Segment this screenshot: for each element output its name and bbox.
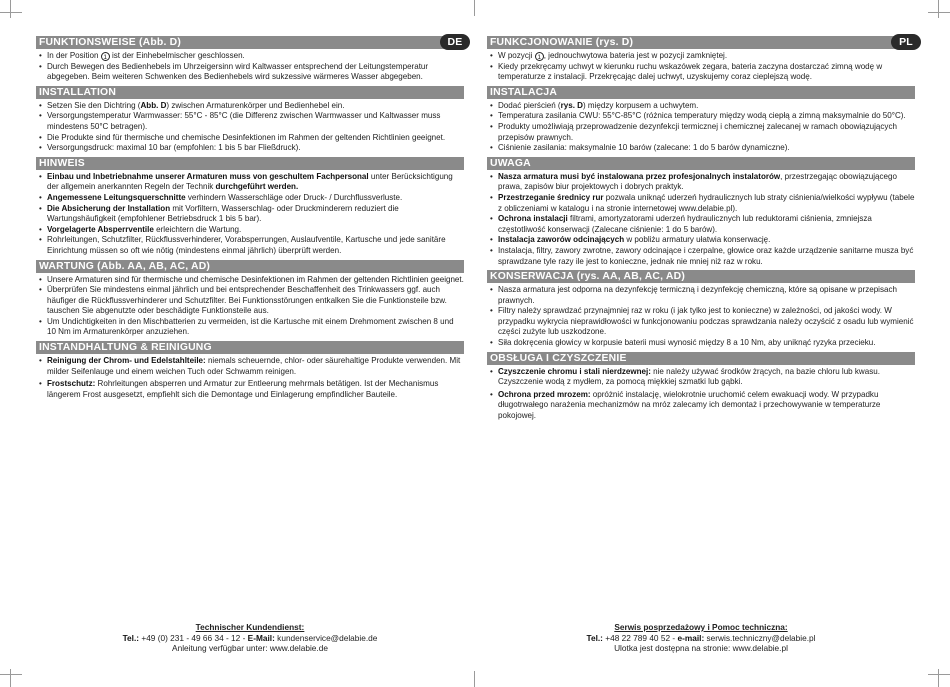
list-item: • Reinigung der Chrom- und Edelstahlteile: niemals scheuernde, chlor- oder säurehaltige Produkte verwenden. Mit milder Seifenlauge und einem weichen Tuch oder Schwamm reinigen. — [36, 356, 464, 377]
footer-title: Serwis posprzedażowy i Pomoc techniczna: — [614, 622, 788, 632]
list-item: • Filtry należy sprawdzać przynajmniej raz w roku (i jak tylko jest to konieczne) w zależności, od jakości wody. W przypadku wykrycia nieprawidłowości w funkcjonowaniu podczas sprawdzania należy oczyścić z osadu lub wymienić części zużyte lub uszkodzone. — [487, 306, 915, 338]
section-title: INSTALACJA — [490, 86, 558, 98]
list-item: • Durch Bewegen des Bedienhebels im Uhrzeigersinn wird Kaltwasser entsprechend der Leitungstemperatur abgegeben. Beim weiteren Schwenken des Bedienhebels wird sukzessive wärmeres Wasser abgegeben. — [36, 62, 464, 83]
installation-list — [487, 101, 915, 154]
list-item: • Vorgelagerte Absperrventile erleichtern die Wartung. — [36, 225, 464, 236]
section-header-function — [487, 36, 915, 49]
list-item: • Ciśnienie zasilania: maksymalnie 10 barów (zalecane: 1 do 5 barów dynamiczne). — [487, 143, 915, 154]
section-header-installation — [487, 86, 915, 99]
section-title: OBSŁUGA I CZYSZCZENIE — [490, 352, 627, 364]
section-title: FUNKCJONOWANIE (rys. D) — [490, 37, 634, 48]
language-badge-de: DE — [440, 34, 470, 50]
section-header-cleaning — [487, 352, 915, 365]
crop-mark — [928, 674, 950, 675]
maintenance-list — [487, 285, 915, 349]
list-item: • Angemessene Leitungsquerschnitte verhindern Wasserschläge oder Druck- / Durchflussverluste. — [36, 193, 464, 204]
section-header-installation — [36, 86, 464, 99]
list-item: • Versorgungstemperatur Warmwasser: 55°C - 85°C (die Differenz zwischen Warmwasser und Kaltwasser muss mindestens 50°C betragen). — [36, 111, 464, 132]
list-item: • Rohrleitungen, Schutzfilter, Rückflussverhinderer, Vorabsperrungen, Auslaufventile, Kartusche und jede sanitäre Einrichtung müssen so oft wie nötig (mindestens einmal jährlich) überprüft werden. — [36, 235, 464, 256]
section-title: KONSERWACJA (rys. AA, AB, AC, AD) — [490, 271, 685, 283]
section-title: FUNKTIONSWEISE (Abb. D) — [39, 37, 181, 48]
list-item: • Instalacja, filtry, zawory zwrotne, zawory odcinające i czerpalne, głowice oraz każde urządzenie sanitarne musza być sprawdzane tyle razy ile jest to konieczne, jednak nie mniej niż raz w roku. — [487, 246, 915, 267]
list-item: • Nasza armatura musi być instalowana przez profesjonalnych instalatorów, przestrzegając obowiązującego prawa, zapisów biur projektowych i dobrych praktyk. — [487, 172, 915, 193]
german-column — [36, 36, 464, 402]
list-item: • Produkty umożliwiają przeprowadzenie dezynfekcji termicznej i chemicznej zalecanej w ramach obowiązujących przepisów prawnych. — [487, 122, 915, 143]
list-item: • Temperatura zasilania CWU: 55°C-85°C (różnica temperatury między wodą ciepłą a zimną maksymalnie do 50°C). — [487, 111, 915, 122]
list-item: • Nasza armatura jest odporna na dezynfekcję termiczną i dezynfekcję chemiczną, które są opisane w przepisach prawnych. — [487, 285, 915, 306]
list-item: • Unsere Armaturen sind für thermische und chemische Desinfektionen im Rahmen der geltenden Richtlinien geeignet. — [36, 275, 464, 286]
cleaning-list — [36, 356, 464, 400]
footer-website-line[interactable]: Ulotka jest dostępna na stronie: www.delabie.pl — [614, 643, 788, 654]
polish-column — [487, 36, 915, 424]
footer-contact-pl — [487, 622, 915, 654]
crop-mark — [0, 12, 22, 13]
section-title: UWAGA — [490, 157, 531, 169]
list-item: • Dodać pierścień (rys. D) między korpusem a uchwytem. — [487, 101, 915, 112]
section-header-maintenance — [487, 270, 915, 283]
list-item: • Frostschutz: Rohrleitungen absperren und Armatur zur Entleerung mehrmals betätigen. Ist der Mechanismus längerem Frost ausgesetzt, empfiehlt sich die Demontage und Einlagerung empfindlicher Bauteile. — [36, 379, 464, 400]
footer-contact-line: Tel.: +49 (0) 231 - 49 66 34 - 12 - E-Mail: kundenservice@delabie.de — [122, 632, 378, 643]
section-title: INSTANDHALTUNG & REINIGUNG — [39, 342, 212, 354]
maintenance-list — [36, 275, 464, 339]
footer-contact-de — [36, 622, 464, 654]
list-item: • Czyszczenie chromu i stali nierdzewnej: nie należy używać środków żrących, na bazie chloru lub kwasu. Czyszczenie wodą z mydłem, za pomocą miękkiej szmatki lub gąbki. — [487, 367, 915, 388]
list-item: • Przestrzeganie średnicy rur pozwala uniknąć uderzeń hydraulicznych lub straty ciśnienia/wielkości wypływu (tabele z obliczeniami w katalogu i na stronie internetowej www.delabie.pl). — [487, 193, 915, 214]
function-list — [36, 51, 464, 83]
list-item: • Ochrona instalacji filtrami, amortyzatorami uderzeń hydraulicznych lub reduktorami ciśnienia, zmniejsza częstotliwość konserwacji (Zalecane ciśnienie: 1 do 5 barów). — [487, 214, 915, 235]
footer-title: Technischer Kundendienst: — [195, 622, 305, 632]
notice-list — [36, 172, 464, 257]
language-badge-pl: PL — [891, 34, 921, 50]
email-link[interactable]: kundenservice@delabie.de — [274, 632, 378, 643]
position-number-icon: 1 — [101, 52, 110, 61]
list-item: • Die Absicherung der Installation mit Vorfiltern, Wasserschlag- oder Druckminderern reduziert die Wartungshäufigkeit (empfohlener Betriebsdruck 1 bis 5 bar). — [36, 204, 464, 225]
crop-mark — [10, 669, 11, 687]
installation-list — [36, 101, 464, 154]
section-header-notice — [487, 157, 915, 170]
list-item: • Versorgungsdruck: maximal 10 bar (empfohlen: 1 bis 5 bar Fließdruck). — [36, 143, 464, 154]
section-header-maintenance — [36, 260, 464, 273]
list-item: • Überprüfen Sie mindestens einmal jährlich und bei entsprechender Beschaffenheit des Trinkwassers ggf. auch häufiger die Rückflussverhinderer und Schutzfilter. Bei Funktionsstörungen entkalken Sie die Funktionsteile bzw. tauschen Sie abgenutzte oder beschädigte Funktionsteile aus. — [36, 285, 464, 317]
list-item: • W pozycji 1 , jednouchwytowa bateria jest w pozycji zamkniętej. — [487, 51, 915, 62]
list-item: • Die Produkte sind für thermische und chemische Desinfektionen im Rahmen der geltenden Richtlinien geeignet. — [36, 133, 464, 144]
section-title: WARTUNG (Abb. AA, AB, AC, AD) — [39, 260, 211, 272]
notice-list — [487, 172, 915, 267]
list-item: • Instalacja zaworów odcinających w pobliżu armatury ułatwia konserwację. — [487, 235, 915, 246]
crop-mark — [474, 671, 475, 687]
section-title: INSTALLATION — [39, 86, 117, 98]
footer-contact-line: Tel.: +48 22 789 40 52 - e-mail: serwis.techniczny@delabie.pl — [586, 632, 816, 643]
function-list — [487, 51, 915, 83]
list-item: • Um Undichtigkeiten in den Mischbatterien zu vermeiden, ist die Kartusche mit einem Drehmoment zwischen 8 und 10 Nm im Armaturenkörper anzuziehen. — [36, 317, 464, 338]
crop-mark — [0, 674, 22, 675]
crop-mark — [928, 12, 950, 13]
crop-mark — [938, 669, 939, 687]
section-title: HINWEIS — [39, 157, 85, 169]
list-item: • In der Position 1 ist der Einhebelmischer geschlossen. — [36, 51, 464, 62]
crop-mark — [10, 0, 11, 18]
list-item: • Setzen Sie den Dichtring (Abb. D) zwischen Armaturenkörper und Bedienhebel ein. — [36, 101, 464, 112]
footer-website-line[interactable]: Anleitung verfügbar unter: www.delabie.de — [172, 643, 328, 654]
list-item: • Einbau und Inbetriebnahme unserer Armaturen muss von geschultem Fachpersonal unter Berücksichtigung der allgemein anerkannten Regeln der Technik durchgeführt werden. — [36, 172, 464, 193]
crop-mark — [474, 0, 475, 16]
section-header-function — [36, 36, 464, 49]
position-number-icon: 1 — [535, 52, 544, 61]
crop-mark — [938, 0, 939, 18]
list-item: • Ochrona przed mrozem: opróżnić instalację, wielokrotnie uruchomić celem ewakuacji wody. W przypadku długotrwałego narażenia mechanizmów na mróz zalecamy ich demontaż i przechowywanie w temperaturze pokojowej. — [487, 390, 915, 422]
list-item: • Siła dokręcenia głowicy w korpusie baterii musi wynosić między 8 a 10 Nm, aby uniknąć ryzyka przecieku. — [487, 338, 915, 349]
cleaning-list — [487, 367, 915, 422]
section-header-notice — [36, 157, 464, 170]
section-header-cleaning — [36, 341, 464, 354]
email-link[interactable]: serwis.techniczny@delabie.pl — [704, 632, 816, 643]
list-item: • Kiedy przekręcamy uchwyt w kierunku ruchu wskazówek zegara, bateria zaczyna dostarczać zimną wodę w temperaturze z instalacji. Przekręcając dalej uchwyt, uzyskujemy coraz cieplejszą wodę. — [487, 62, 915, 83]
